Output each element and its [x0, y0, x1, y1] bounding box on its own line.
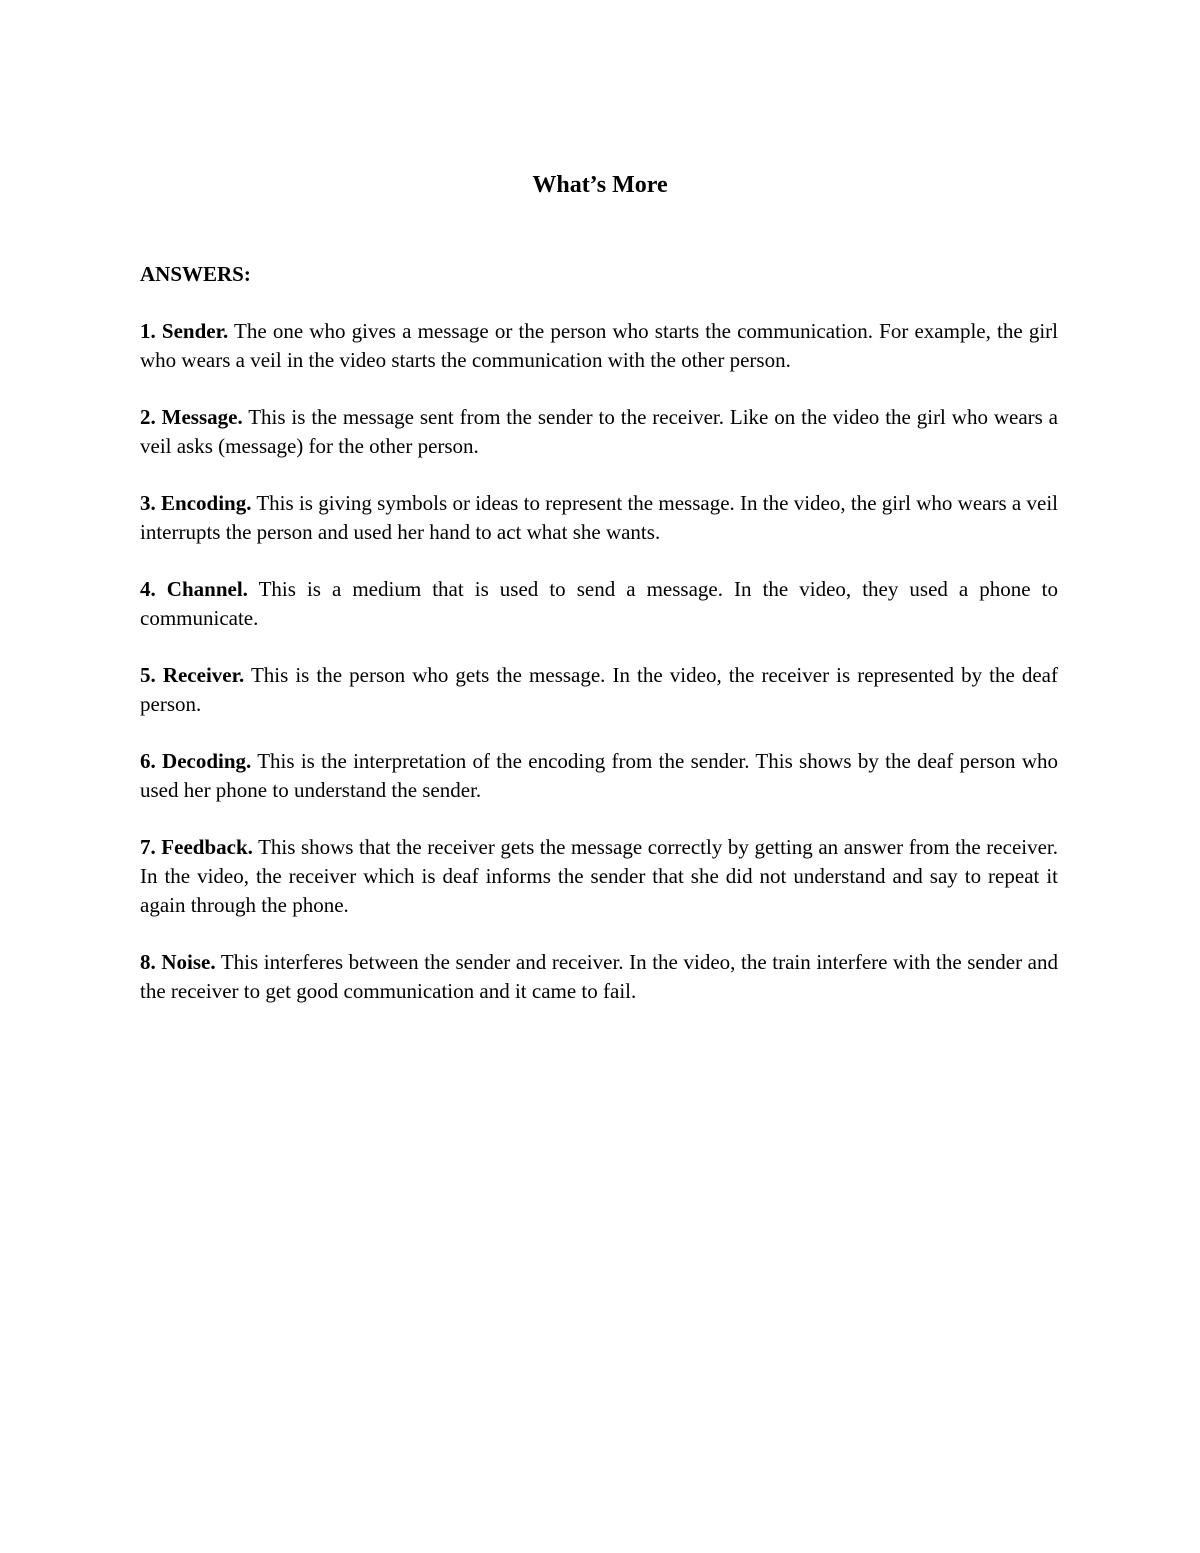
answer-label: 1. Sender.: [140, 319, 229, 343]
answer-item-message: [140, 403, 1058, 461]
answer-item-noise: [140, 948, 1058, 1006]
answer-text: This is giving symbols or ideas to represent the message. In the video, the girl who wears a veil interrupts the person and used her hand to act what she wants.: [140, 491, 1058, 544]
answer-text: This is the person who gets the message. In the video, the receiver is represented by the deaf person.: [140, 663, 1058, 716]
answer-label: 5. Receiver.: [140, 663, 245, 687]
answer-label: 7. Feedback.: [140, 835, 253, 859]
answers-heading: ANSWERS:: [140, 262, 251, 286]
answer-text: This is the interpretation of the encoding from the sender. This shows by the deaf person who used her phone to understand the sender.: [140, 749, 1058, 802]
document-body: [140, 260, 1058, 1034]
answer-text: This is the message sent from the sender to the receiver. Like on the video the girl who wears a veil asks (message) for the other person.: [140, 405, 1059, 458]
answer-label: 6. Decoding.: [140, 749, 252, 773]
answer-label: 3. Encoding.: [140, 491, 252, 515]
answer-item-receiver: [140, 661, 1058, 719]
answer-label: 8. Noise.: [140, 950, 216, 974]
answer-item-decoding: [140, 747, 1058, 805]
answer-item-sender: [140, 317, 1058, 375]
answer-label: 2. Message.: [140, 405, 243, 429]
answer-item-feedback: [140, 833, 1058, 920]
answer-text: The one who gives a message or the person who starts the communication. For example, the girl who wears a veil in the video starts the communication with the other person.: [140, 319, 1058, 372]
answer-text: This interferes between the sender and receiver. In the video, the train interfere with the sender and the receiver to get good communication and it came to fail.: [140, 950, 1058, 1003]
answer-text: This shows that the receiver gets the message correctly by getting an answer from the receiver. In the video, the receiver which is deaf informs the sender that she did not understand and say to repeat it again through the phone.: [140, 835, 1059, 917]
page-title: What’s More: [532, 172, 668, 198]
answer-item-encoding: [140, 489, 1058, 547]
answer-label: 4. Channel.: [140, 577, 248, 601]
answer-text: This is a medium that is used to send a message. In the video, they used a phone to communicate.: [140, 577, 1058, 630]
answer-item-channel: [140, 575, 1058, 633]
